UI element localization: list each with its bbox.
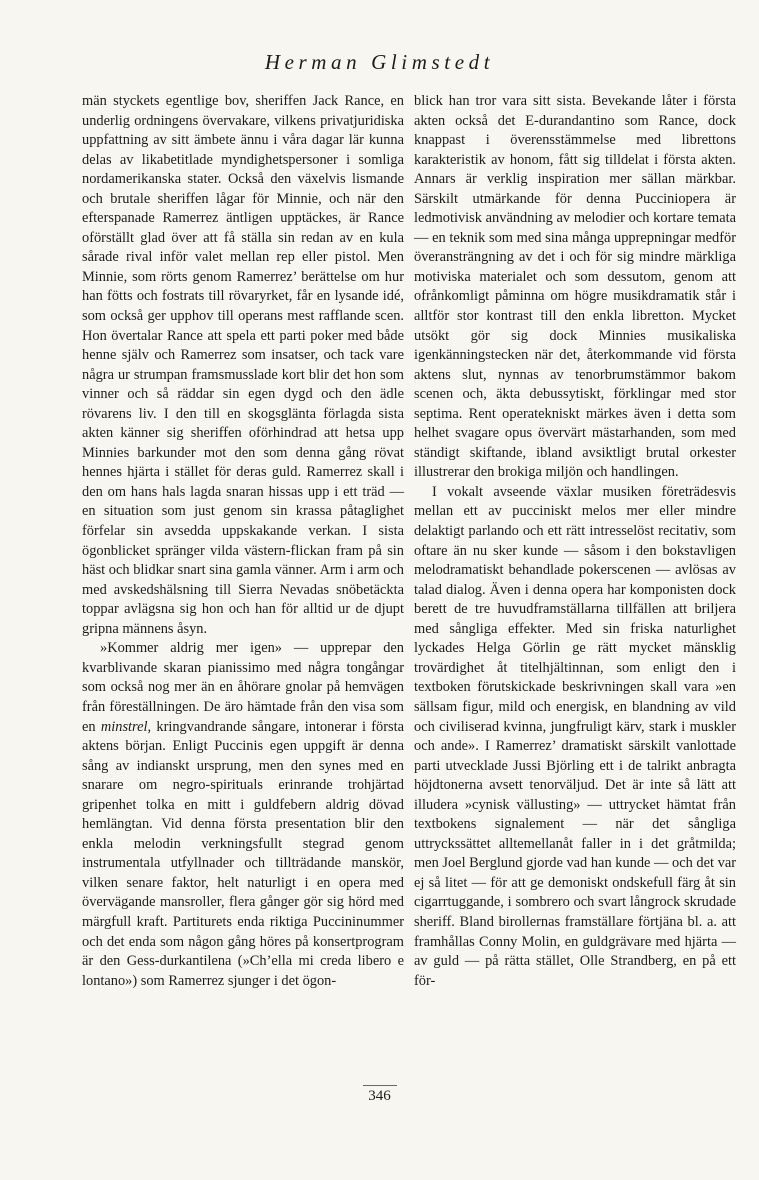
text-column-left <box>82 92 404 991</box>
page-footer <box>0 1085 759 1105</box>
paragraph: blick han tror vara sitt sista. Bevekande låter i första akten också det E-durandantino som Rance, dock knappast i överensstämmelse med librettons karakteristik av honom, fått sig tilldelat i första akten. Annars är verklig inspiration mer sällan märkbar. Särskilt utmärkande för denna Pucciniopera är ledmotivisk användning av melodier och kortare temata — en teknik som med sina många upprepningar medför överansträngning av det i och för sig mindre märkliga motiviska materialet och som dessutom, genom att ofrånkomligt påminna om högre musikdramatik står i alltför stor kontrast till den enkla libretton. Mycket utsökt gör sig dock Minnies musikaliska igenkänningstecken när det, återkommande vid första aktens slut, nynnas av tenorbrumstämmor bakom scenen och, äkta debussytiskt, förklingar med stor septima. Rent operatekniskt märkes även i detta som helhet svagare opus övervärt mästarhanden, som med ständigt skiftande, ibland avsiktligt brutal orkester illustrerar den brokiga miljön och handlingen. <box>414 93 736 481</box>
paragraph-text: , kringvandrande sångare, intonerar i första aktens början. Enligt Puccinis egen uppgift är denna sång av indianskt ursprung, men den synes med en snarare om negro-spirituals erinrande trohjärtad gripenhet tolka en mitt i guldfebern aldrig dövad hemlängtan. Vid denna första presentation blir den enkla melodin verkningsfullt stegrad genom instrumentala utfyllnader och tillträdande manskör, vilken senare faktor, helt naturligt i en opera med övervägande mansroller, flera gånger gör sig hörd med märgfull kraft. Partiturets enda riktiga Puccininummer och det enda som någon gång höres på konsertprogram är den Gess-durkantilena (»Ch’ella mi creda libero e lontano») som Ramerrez sjunger i det ögon- <box>82 718 405 989</box>
paragraph: män styckets egentlige bov, sheriffen Jack Rance, en underlig ordningens övervakare, vilkens privatjuridiska uppfattning av sitt ämbete ännu i våra dagar lär kunna delas av likabetitlade myndighetspersoner i somliga nordamerikanska stater. Också den växelvis lismande och brutale sheriffen lågar för Minnie, och när den efterspanade Ramerrez äntligen upptäckes, är Rance oförställt glad över att få ställa sin redan av en kula sårade rival inför valet mellan rep eller pistol. Men Minnie, som rörts genom Ramerrez’ berättelse om hur han fötts och fostrats till rövaryrket, får en lysande idé, som också ger upphov till operans mest rafflande scen. Hon övertalar Rance att spela ett parti poker med både henne själv och Ramerrez som insatser, och tack vare några ur strumpan framsmusslade kort blir det hon som vinner och så räddar sin egen dygd och den ädle rövarens liv. I den till en skogsglänta förlagda sista akten känner sig sheriffen oförhindrad att hetsa upp Minnies barkunder mot den som denna gång rövat hennes hjärta i stället för deras guld. Ramerrez skall i den om hans hals lagda snaran hissas upp i ett träd — en situation som just genom sin krassa påtaglighet förfelar sin avsedda uppskakande verkan. I sista ögonblicket spränger vilda västern-flickan fram på sin häst och blidkar snart sina gamla vänner. Arm i arm och med avskedshälsning till Sierra Nevadas snöbetäckta toppar avlägsna sig hon och han för alltid ur de djupt gripna männens åsyn. <box>82 93 404 637</box>
italic-term: minstrel <box>100 718 148 735</box>
running-header: Herman Glimstedt <box>264 50 495 74</box>
text-column-right <box>414 92 736 991</box>
page-number: 346 <box>368 1088 391 1104</box>
paragraph <box>82 639 404 991</box>
paragraph: I vokalt avseende växlar musiken företrädesvis mellan ett av pucciniskt melos mer eller mindre delaktigt parlando och ett rätt intresselöst recitativ, som oftare än nu sker kunde — såsom i den bokstavligen melodramatiskt behandlade pokerscenen — avlösas av talad dialog. Även i denna opera har komponisten dock berett de tre huvudframställarna tillfällen att briljera med sångliga effekter. Med sin friska naturlighet lyckades Helga Görlin ge rätt mycket mänsklig trovärdighet åt titelhjältinnan, som enligt den i textboken förutskickade beskrivningen skall vara »en sällsam figur, mild och energisk, en blandning av vild och civiliserad kvinna, jungfruligt kärv, stark i muskler och ande». I Ramerrez’ dramatiskt särskilt vanlottade parti utvecklade Jussi Björling ett i de talrikt anbragta höjdtonerna avsett tenorväljud. Det är inte så lätt att illudera »cynisk vällusting» — uttrycket hämtat från textbokens signalement — när det sångliga uttryckssättet alltemellanåt faller in i det gråtmilda; men Joel Berglund gjorde vad han kunde — och det var ej så litet — för att ge demoniskt ondskefull färg åt sin cigarrtuggande, i sombrero och svart långrock skrudade sheriff. Bland birollernas framställare förtjäna bl. a. att framhållas Conny Molin, en guldgrävare med hjärta — av guld — på rätta stället, Olle Strandberg, en på ett för- <box>414 483 736 989</box>
paragraph-text: »Kommer aldrig mer igen» — upprepar den kvarblivande skaran pianissimo med några tongångar som också nog mer än en åhörare gnolar på hemvägen från föreställningen. De äro hämtade från den visa som en <box>82 640 404 735</box>
footer-rule <box>363 1085 397 1086</box>
